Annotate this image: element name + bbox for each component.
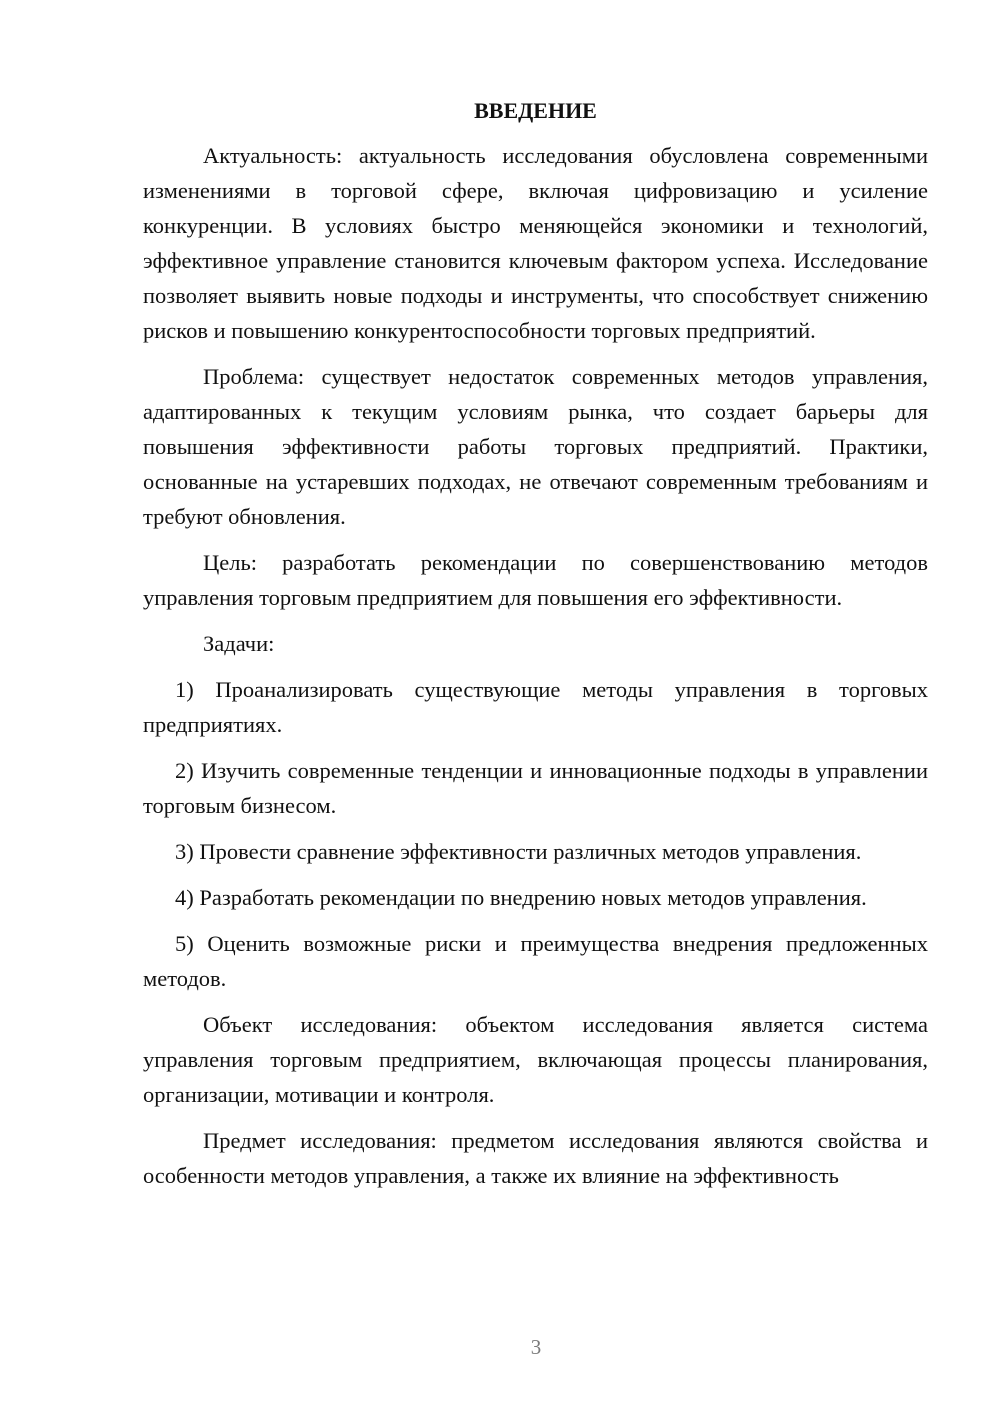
paragraph-problem: Проблема: существует недостаток современных методов управления, адаптированных к текущим условиям рынка, что создает барьеры для повышения эффективности работы торговых предприятий. Практики, основанные на устаревших подходах, не отвечают современным требованиям и требуют обновления. [143,364,928,529]
task-item: 5) Оценить возможные риски и преимущества внедрения предложенных методов. [143,931,928,991]
paragraph-tasks-label: Задачи: [203,631,275,656]
task-item: 4) Разработать рекомендации по внедрению новых методов управления. [175,885,867,910]
task-item: 2) Изучить современные тенденции и инновационные подходы в управлении торговым бизнесом. [143,758,928,818]
paragraph-goal: Цель: разработать рекомендации по совершенствованию методов управления торговым предприятием для повышения его эффективности. [143,550,928,610]
page-number: 3 [530,1335,542,1359]
task-item: 3) Провести сравнение эффективности различных методов управления. [175,839,862,864]
paragraph-object: Объект исследования: объектом исследования является система управления торговым предприятием, включающая процессы планирования, организации, мотивации и контроля. [143,1012,928,1107]
paragraph-relevance: Актуальность: актуальность исследования обусловлена современными изменениями в торговой сфере, включая цифровизацию и усиление конкуренции. В условиях быстро меняющейся экономики и технологий, эффективное управление становится ключевым фактором успеха. Исследование позволяет выявить новые подходы и инструменты, что способствует снижению рисков и повышению конкурентоспособности торговых предприятий. [143,143,928,343]
page-content [143,96,928,1204]
section-title: ВВЕДЕНИЕ [474,98,597,123]
task-item: 1) Проанализировать существующие методы управления в торговых предприятиях. [143,677,928,737]
paragraph-subject: Предмет исследования: предметом исследования являются свойства и особенности методов управления, а также их влияние на эффективность [143,1128,928,1188]
